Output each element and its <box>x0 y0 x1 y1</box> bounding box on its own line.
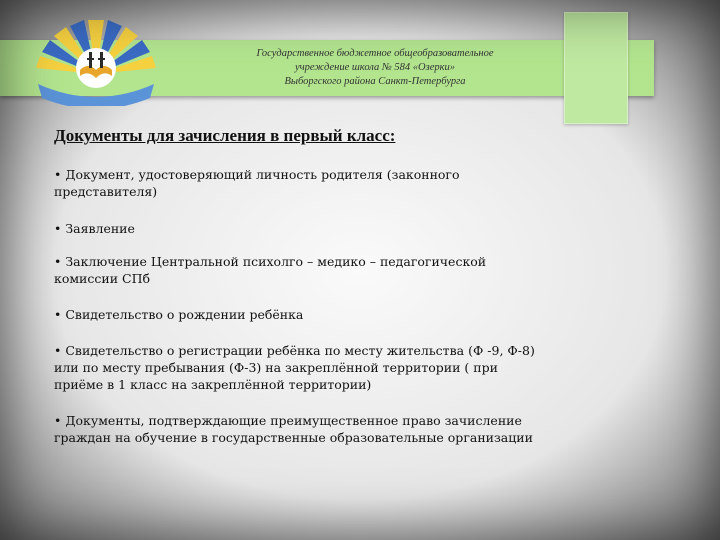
organization-header <box>200 47 550 89</box>
org-name-line-2: учреждение школа № 584 «Озерки» <box>294 62 456 73</box>
school-emblem-icon <box>30 18 162 106</box>
document-list-section <box>54 126 544 463</box>
org-name-line-3: Выборгского района Санкт-Петербурга <box>284 76 466 87</box>
list-item: • Заявление <box>54 221 135 236</box>
list-item: • Свидетельство о рождении ребёнка <box>54 307 304 322</box>
list-item: • Заключение Центральной психолго – медико – педагогической комиссии СПб <box>54 254 487 286</box>
page-title: Документы для зачисления в первый класс: <box>54 126 396 145</box>
org-name-line-1: Государственное бюджетное общеобразовательное <box>256 48 494 59</box>
decorative-stripe <box>564 12 628 124</box>
list-item: • Документ, удостоверяющий личность родителя (законного представителя) <box>54 167 460 199</box>
list-item: • Свидетельство о регистрации ребёнка по месту жительства (Ф -9, Ф-8) или по месту пребывания (Ф-3) на закреплённой территории ( при приёме в 1 класс на закреплённой территории) <box>54 343 535 392</box>
document-list <box>54 166 544 446</box>
list-item: • Документы, подтверждающие преимущественное право зачисление граждан на обучение в государственные образовательные организации <box>54 413 533 445</box>
